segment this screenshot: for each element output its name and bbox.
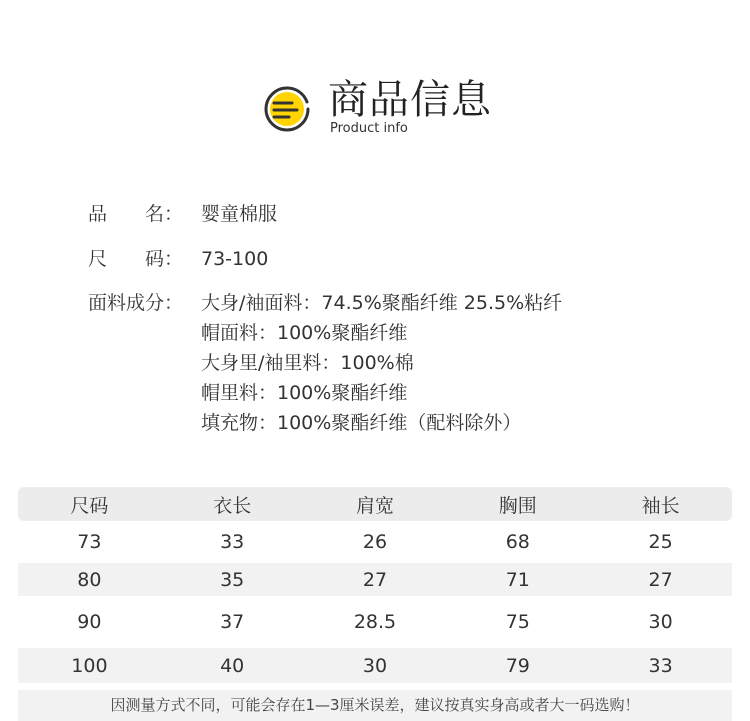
table-header-cell: 衣长 (213, 494, 252, 517)
fabric-line: 大身里/袖里料：100%棉 (201, 352, 414, 374)
table-cell: 100 (71, 654, 108, 677)
table-header-cell: 袖长 (641, 494, 680, 517)
fabric-line: 帽面料：100%聚酯纤维 (201, 322, 408, 344)
info-row-fabric (88, 378, 728, 408)
table-cell: 37 (220, 611, 245, 633)
info-row-fabric (88, 408, 728, 438)
table-cell: 33 (648, 654, 673, 677)
fabric-line: 大身/袖面料：74.5%聚酯纤维 25.5%粘纤 (201, 292, 563, 314)
info-label-size (88, 244, 200, 274)
table-header-row (18, 487, 732, 521)
info-value-name: 婴童棉服 (201, 203, 278, 225)
table-cell: 35 (220, 568, 245, 591)
table-cell: 26 (362, 531, 388, 553)
label-char: 尺 (88, 248, 108, 270)
info-label-fabric: 面料成分： (88, 292, 184, 314)
fabric-line: 帽里料：100%聚酯纤维 (201, 382, 408, 404)
table-cell: 75 (505, 611, 530, 633)
table-header-cell: 尺码 (70, 494, 109, 517)
label-char: 名： (145, 203, 184, 225)
table-cell: 30 (648, 611, 673, 633)
info-row-fabric (88, 318, 728, 348)
table-cell: 25 (648, 531, 673, 553)
label-char: 品 (88, 203, 108, 225)
table-cell: 27 (362, 568, 388, 591)
table-cell: 68 (505, 531, 530, 553)
table-cell: 27 (648, 568, 673, 591)
table-cell: 28.5 (353, 611, 397, 633)
table-cell: 90 (77, 611, 102, 633)
table-row (18, 521, 732, 563)
label-char: 码： (145, 248, 184, 270)
info-row-size (88, 244, 728, 274)
size-table (18, 487, 732, 683)
document-lines-icon (262, 84, 312, 134)
product-info (88, 200, 728, 438)
table-header-cell: 胸围 (498, 494, 537, 517)
table-cell: 79 (505, 654, 530, 677)
table-cell: 30 (362, 654, 388, 677)
table-header-cell: 肩宽 (355, 494, 394, 517)
table-cell: 80 (77, 568, 102, 591)
info-row-fabric (88, 288, 728, 318)
info-row-name (88, 199, 728, 229)
table-row (18, 596, 732, 648)
table-cell: 71 (505, 568, 530, 591)
table-row (18, 563, 732, 596)
page-subtitle: Product info (330, 121, 408, 136)
table-cell: 40 (220, 654, 245, 677)
table-row (18, 648, 732, 683)
page-title: 商品信息 (328, 77, 492, 123)
table-cell: 73 (77, 531, 102, 553)
fabric-line: 填充物：100%聚酯纤维（配料除外） (201, 412, 522, 434)
measurement-note: 因测量方式不同，可能会存在1—3厘米误差，建议按真实身高或者大一码选购！ (18, 690, 732, 721)
table-cell: 33 (220, 531, 245, 553)
info-value-size: 73-100 (201, 248, 269, 270)
info-row-fabric (88, 348, 728, 378)
info-label-name (88, 199, 200, 229)
section-header (262, 76, 522, 146)
